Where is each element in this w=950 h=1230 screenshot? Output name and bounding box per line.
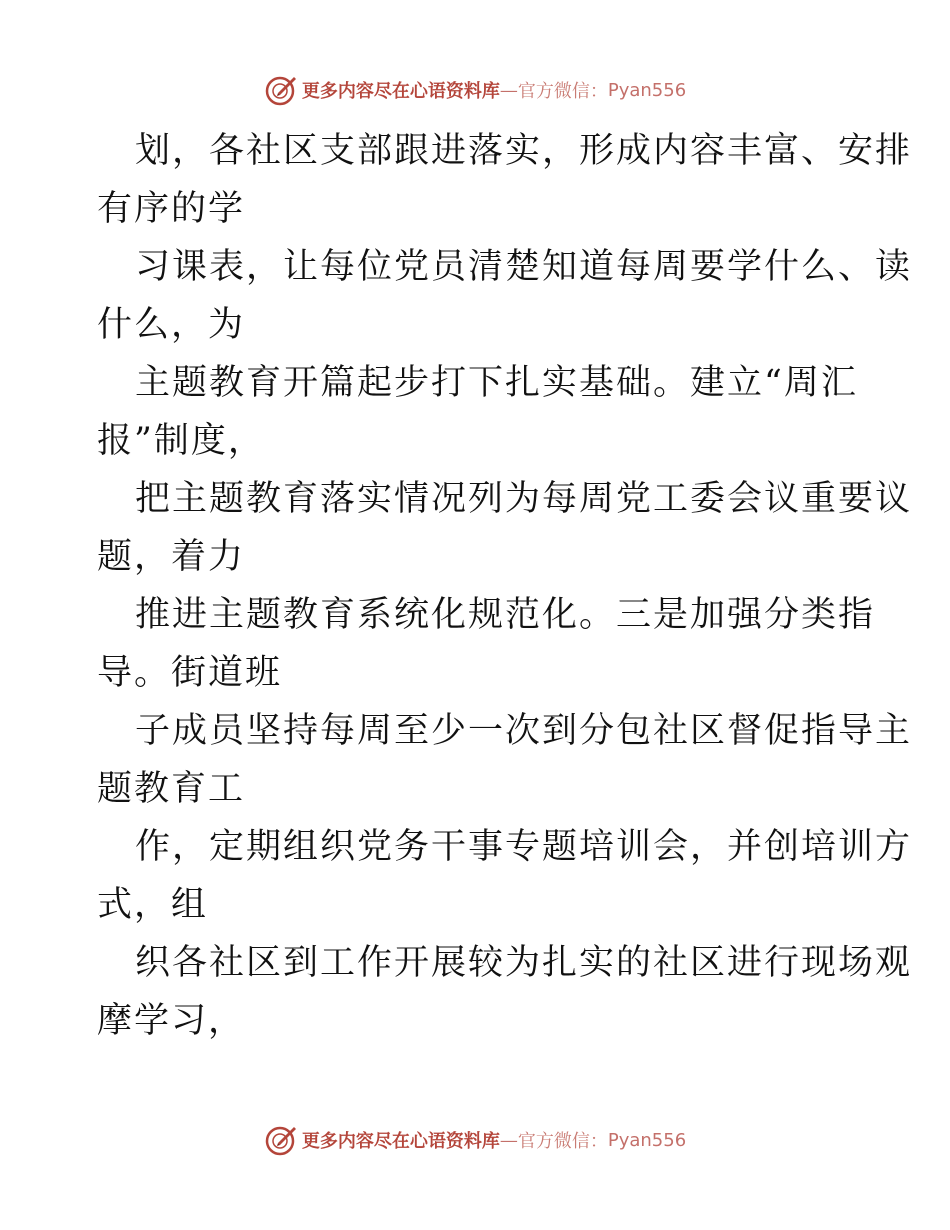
text-line: 作，定期组织党务干事专题培训会，并创培训方 — [135, 827, 913, 867]
banner-brand: 更多内容尽在心语资料库 — [301, 1131, 500, 1152]
banner-separator: — — [499, 1129, 518, 1151]
banner-brand: 更多内容尽在心语资料库 — [301, 81, 500, 102]
text-line: 推进主题教育系统化规范化。三是加强分类指 — [135, 595, 876, 635]
pen-logo-icon — [264, 73, 298, 107]
text-line: 报”制度， — [97, 421, 265, 461]
text-line: 划，各社区支部跟进落实，形成内容丰富、安排 — [135, 131, 913, 171]
text-line: 式，组 — [97, 885, 209, 925]
banner-wechat-label: 官方微信： — [517, 1131, 608, 1152]
footer-watermark — [0, 1120, 950, 1160]
text-line: 把主题教育落实情况列为每周党工委会议重要议 — [135, 479, 913, 519]
banner-separator: — — [499, 79, 518, 101]
text-line: 织各社区到工作开展较为扎实的社区进行现场观 — [135, 943, 913, 983]
body-text — [97, 122, 913, 1050]
text-line: 子成员坚持每周至少一次到分包社区督促指导主 — [135, 711, 913, 751]
text-line: 习课表，让每位党员清楚知道每周要学什么、读 — [135, 247, 913, 287]
text-line: 题教育工 — [97, 769, 246, 809]
text-line: 摩学习， — [97, 1001, 246, 1041]
banner-wechat-id: Pyan556 — [607, 1129, 687, 1151]
header-watermark — [0, 70, 950, 110]
banner-wechat-label: 官方微信： — [517, 81, 608, 102]
text-line: 题，着力 — [97, 537, 246, 577]
text-line: 什么，为 — [97, 305, 246, 345]
text-line: 主题教育开篇起步打下扎实基础。建立“周汇 — [135, 363, 858, 403]
pen-logo-icon — [264, 1123, 298, 1157]
text-line: 有序的学 — [97, 189, 246, 229]
banner-wechat-id: Pyan556 — [607, 79, 687, 101]
text-line: 导。街道班 — [97, 653, 283, 693]
